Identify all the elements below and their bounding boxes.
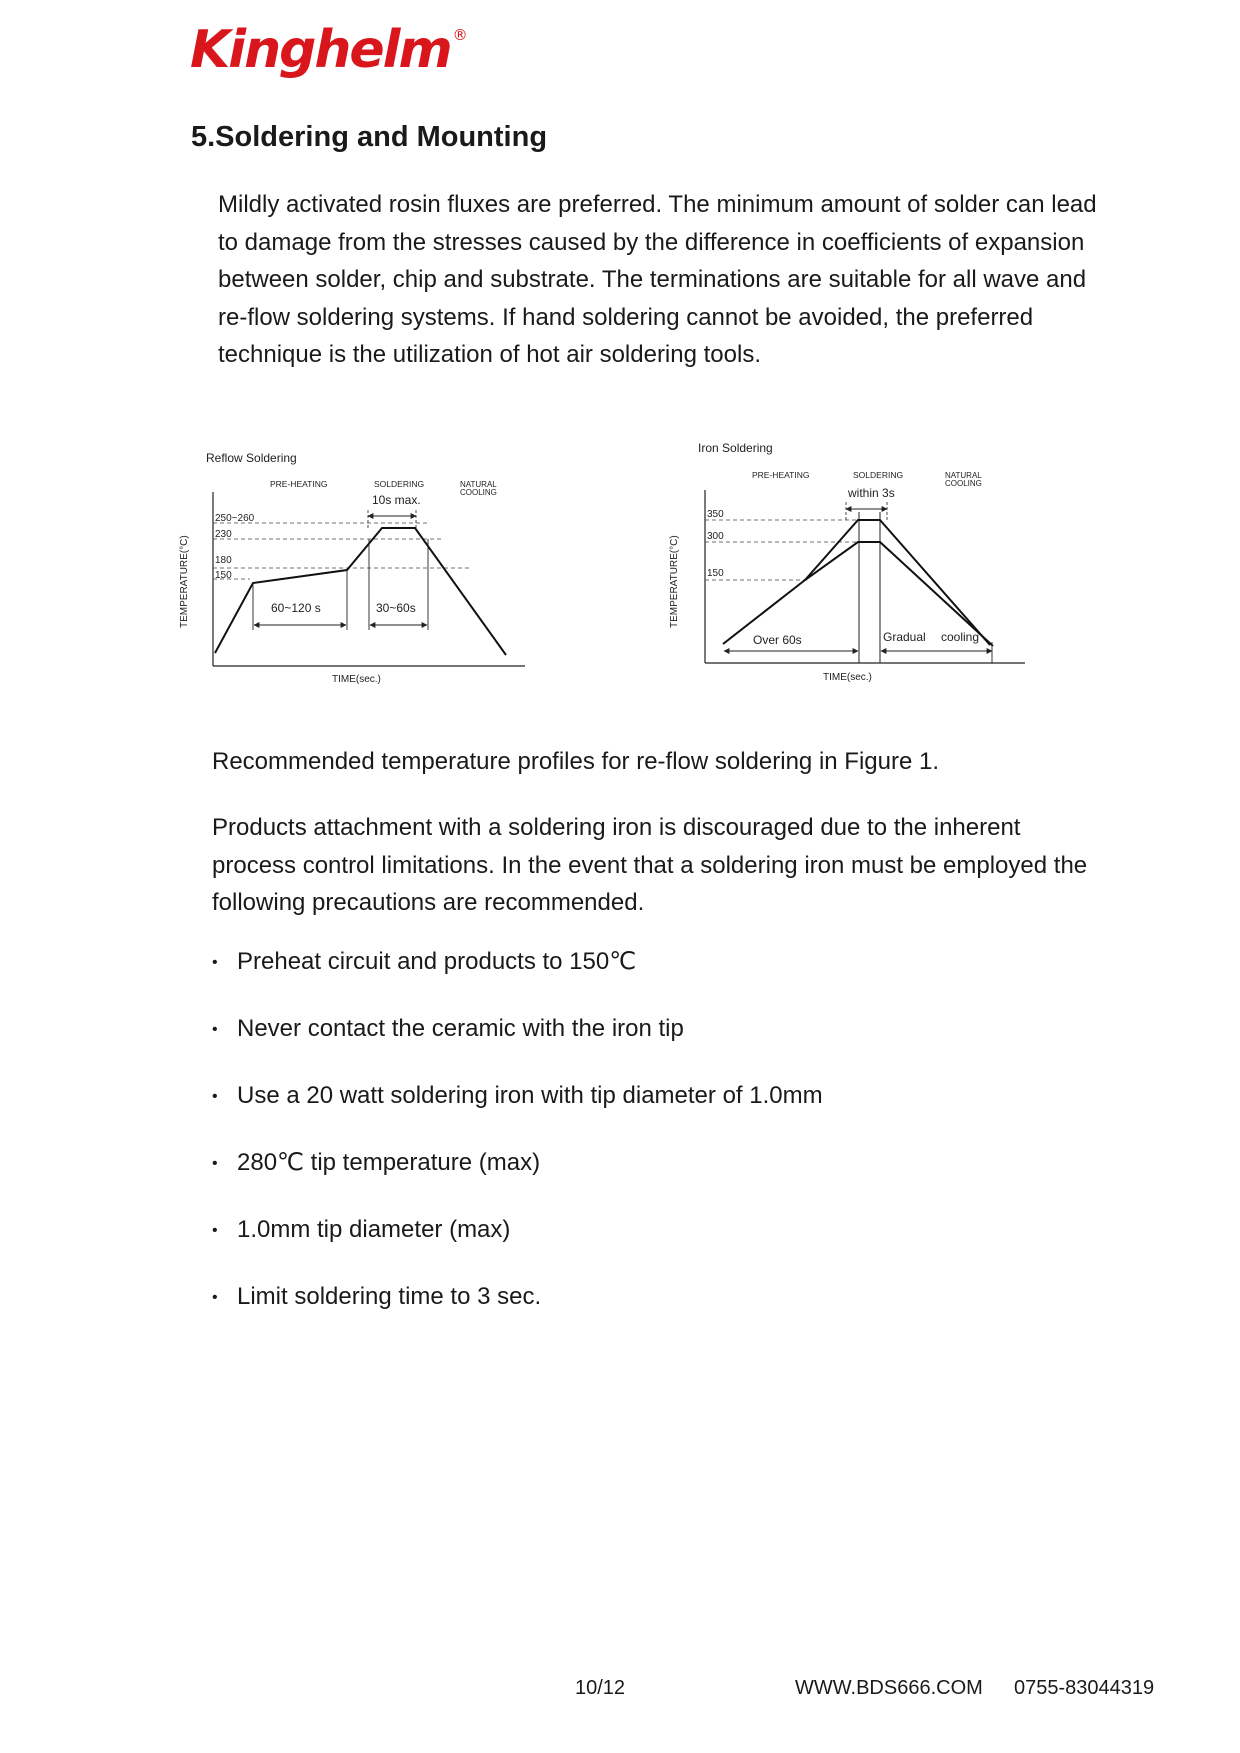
iron-soldering-figure [660, 430, 1040, 695]
reflow-stage-preheating: PRE-HEATING [270, 479, 328, 489]
bullet-icon: • [212, 1222, 218, 1239]
iron-stage-preheating: PRE-HEATING [752, 470, 810, 480]
bullet-icon: • [212, 1155, 218, 1172]
registered-mark: ® [452, 26, 466, 44]
page-number: 10/12 [575, 1677, 626, 1699]
reflow-soldering-figure [170, 440, 540, 695]
precaution-text: 280℃ tip temperature (max) [237, 1149, 541, 1176]
reflow-tick-180: 180 [215, 555, 232, 566]
precaution-item [212, 1215, 823, 1282]
logo-text: Kinghelm [190, 20, 451, 80]
iron-temperature-curve-upper [805, 520, 990, 645]
reflow-stage-cooling-2: COOLING [460, 488, 497, 497]
bullet-icon: • [212, 954, 218, 971]
iron-cooling-note-2: cooling [941, 630, 980, 644]
footer-phone: 0755-83044319 [1014, 1677, 1155, 1699]
precaution-text: Never contact the ceramic with the iron tip [237, 1015, 684, 1042]
bullet-icon: • [212, 1021, 218, 1038]
precaution-text: Use a 20 watt soldering iron with tip diameter of 1.0mm [237, 1082, 823, 1109]
precautions-list [212, 947, 823, 1349]
footer-website: WWW.BDS666.COM [795, 1677, 983, 1699]
reflow-tick-230: 230 [215, 529, 232, 540]
iron-cooling-note-1: Gradual [883, 630, 926, 644]
recommended-profiles-paragraph: Recommended temperature profiles for re-flow soldering in Figure 1. [212, 748, 939, 775]
iron-y-axis-label: TEMPERATURE(°C) [669, 535, 680, 628]
reflow-x-axis-label: TIME(sec.) [332, 674, 381, 685]
iron-x-axis-label: TIME(sec.) [823, 672, 872, 683]
precaution-item [212, 1282, 823, 1349]
section-title: 5.Soldering and Mounting [191, 121, 548, 153]
iron-title: Iron Soldering [698, 441, 773, 455]
reflow-peak-time: 10s max. [372, 493, 421, 507]
iron-tick-300: 300 [707, 531, 724, 542]
reflow-stage-cooling-1: NATURAL [460, 480, 497, 489]
reflow-reflow-duration: 30~60s [376, 601, 416, 615]
iron-peak-time: within 3s [848, 486, 895, 500]
bullet-icon: • [212, 1088, 218, 1105]
intro-paragraph: Mildly activated rosin fluxes are preferred. The minimum amount of solder can lead to damage from the stresses caused by the difference in coefficients of expansion between solder, chip and substrate. The terminations are suitable for all wave and re-flow soldering systems. If hand soldering cannot be avoided, the preferred technique is the utilization of hot air soldering tools. [218, 191, 1097, 368]
reflow-tick-150: 150 [215, 570, 232, 581]
reflow-y-axis-label: TEMPERATURE(°C) [179, 535, 190, 628]
precaution-text: Limit soldering time to 3 sec. [237, 1283, 542, 1310]
iron-heating-duration: Over 60s [753, 633, 802, 647]
precaution-text: 1.0mm tip diameter (max) [237, 1216, 511, 1243]
precaution-item [212, 947, 823, 1014]
iron-tick-150: 150 [707, 568, 724, 579]
precaution-item [212, 1014, 823, 1081]
kinghelm-logo [190, 20, 466, 80]
iron-tick-350: 350 [707, 509, 724, 520]
reflow-temperature-curve [215, 528, 506, 655]
bullet-icon: • [212, 1289, 218, 1306]
precaution-item [212, 1081, 823, 1148]
soldering-iron-paragraph: Products attachment with a soldering iron is discouraged due to the inherent process control limitations. In the event that a soldering iron must be employed the following precautions are recommended. [212, 814, 1088, 916]
iron-stage-cooling-1: NATURAL [945, 471, 982, 480]
iron-stage-soldering: SOLDERING [853, 470, 904, 480]
precaution-text: Preheat circuit and products to 150℃ [237, 948, 637, 975]
reflow-tick-250-260: 250~260 [215, 513, 255, 524]
iron-stage-cooling-2: COOLING [945, 479, 982, 488]
reflow-title: Reflow Soldering [206, 451, 297, 465]
reflow-stage-soldering: SOLDERING [374, 479, 425, 489]
precaution-item [212, 1148, 823, 1215]
reflow-preheat-duration: 60~120 s [271, 601, 321, 615]
